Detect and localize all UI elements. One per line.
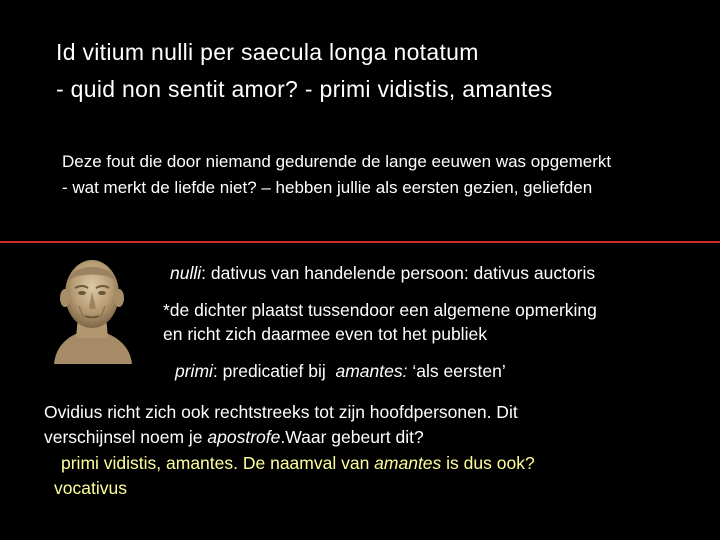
latin-line-1: Id vitium nulli per saecula longa notatum [56,39,479,65]
note-nulli-text: : dativus van handelende persoon: dativus auctoris [201,263,596,283]
explanation-line-2-b: .Waar gebeurt dit? [280,427,424,447]
translation-line-1: Deze fout die door niemand gedurende de lange eeuwen was opgemerkt [62,152,612,171]
note-primi [175,358,506,384]
note-primi-term2: amantes: [335,361,408,381]
roman-bust-portrait [46,252,138,364]
note-primi-quote: ‘als eersten’ [407,361,506,381]
section-divider [0,241,720,243]
explanation-line-2 [44,424,424,450]
note-nulli [170,260,595,286]
explanation-line-2-a: verschijnsel noem je [44,427,208,447]
answer-line-2: vocativus [54,478,127,498]
answer-line-1-b: is dus ook? [441,453,535,473]
note-primi-middle: : predicatief bij [212,361,336,381]
explanation-term-apostrofe: apostrofe [207,427,281,447]
note-dichter-line-2: en richt zich daarmee even tot het publiek [163,324,487,344]
answer-term-amantes: amantes [374,453,442,473]
answer-line-1 [61,450,535,476]
latin-line-2: - quid non sentit amor? - primi vidistis, amantes [56,76,553,102]
note-primi-term: primi [175,361,213,381]
explanation-line-1: Ovidius richt zich ook rechtstreeks tot zijn hoofdpersonen. Dit [44,402,518,422]
note-nulli-term: nulli [170,263,202,283]
translation-line-2: - wat merkt de liefde niet? – hebben jullie als eersten gezien, geliefden [62,178,593,197]
note-dichter-line-1: *de dichter plaatst tussendoor een algemene opmerking [163,300,597,320]
answer-line-1-a: primi vidistis, amantes. De naamval van [61,453,375,473]
